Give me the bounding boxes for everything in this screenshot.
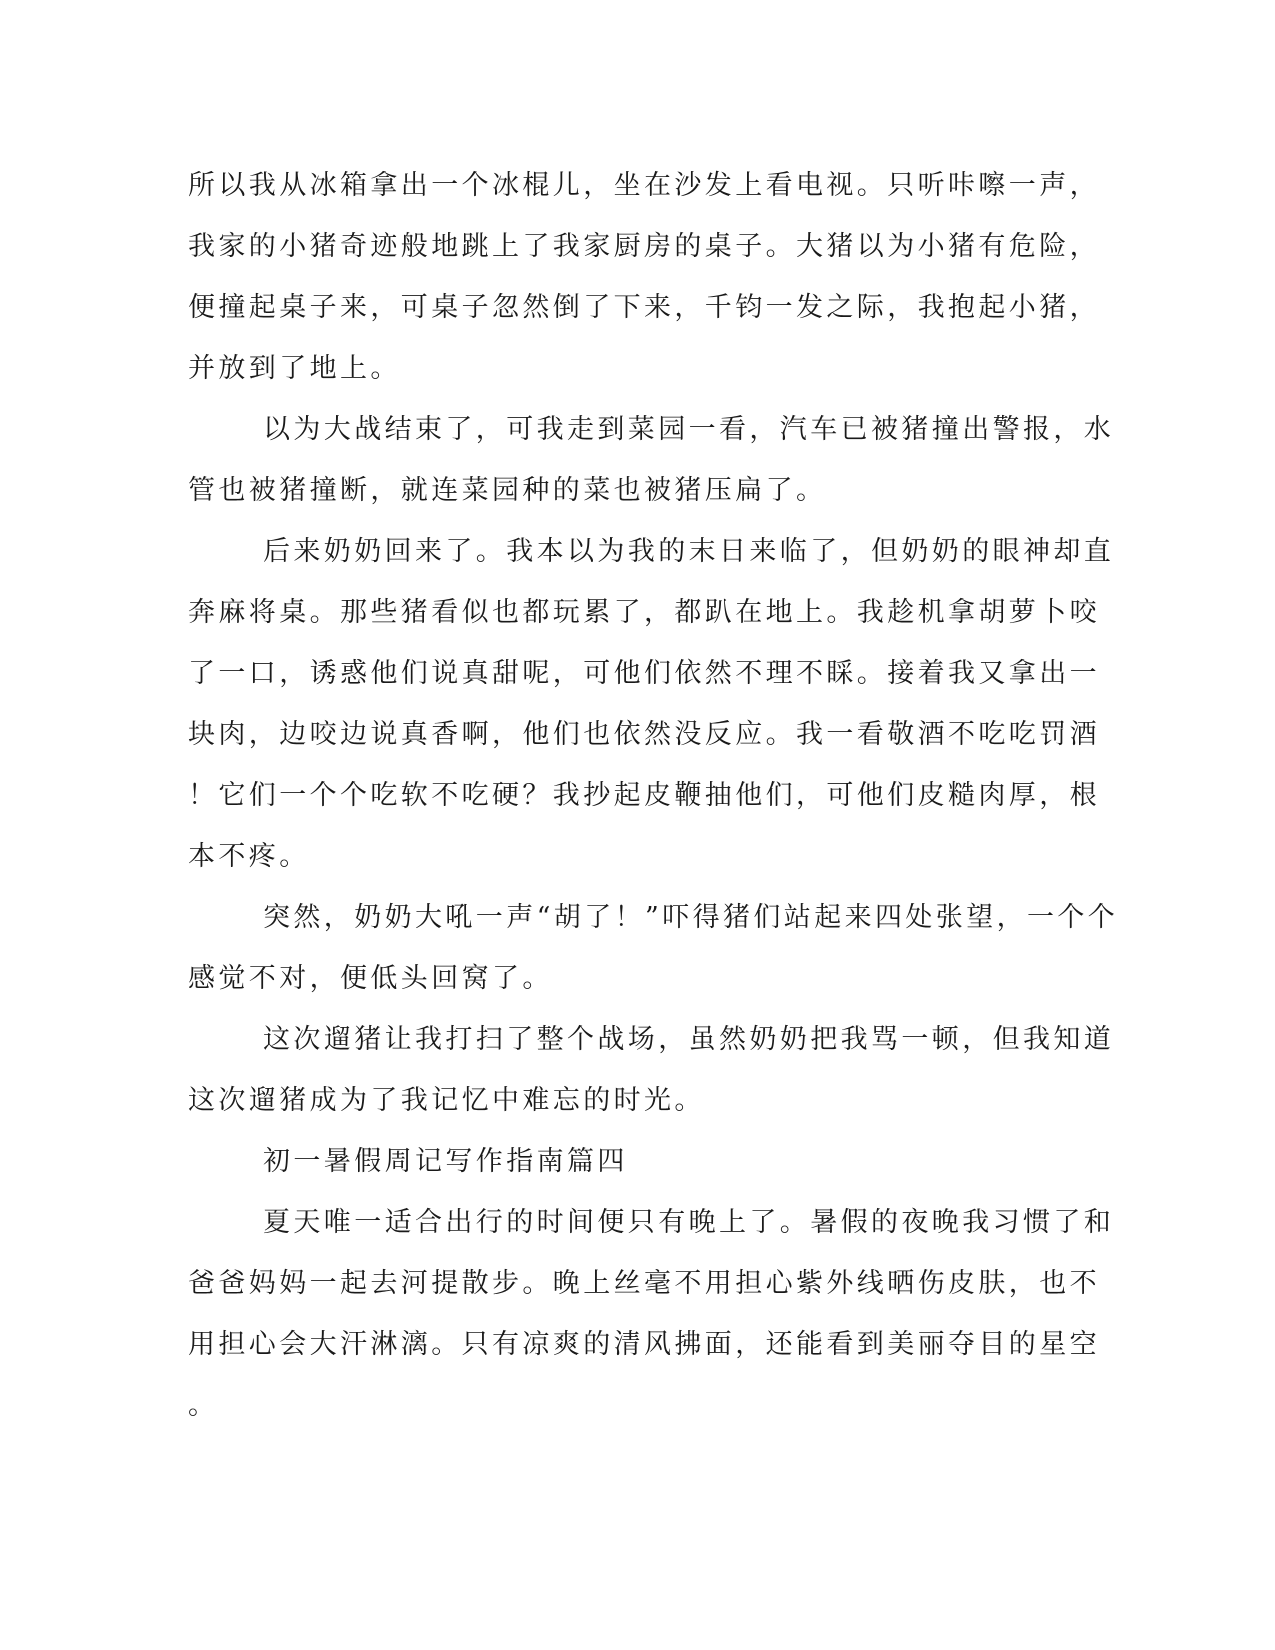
text-line: 。 — [188, 1390, 219, 1421]
paragraph-start-line: 突然，奶奶大吼一声“胡了！”吓得猪们站起来四处张望，一个个 — [263, 902, 1119, 933]
paragraph-start-line: 夏天唯一适合出行的时间便只有晚上了。暑假的夜晚我习惯了和 — [263, 1207, 1115, 1238]
text-line: 用担心会大汗淋漓。只有凉爽的清风拂面，还能看到美丽夺目的星空 — [188, 1329, 1100, 1360]
text-line: 了一口，诱惑他们说真甜呢，可他们依然不理不睬。接着我又拿出一 — [188, 658, 1100, 689]
paragraph-start-line: 后来奶奶回来了。我本以为我的末日来临了，但奶奶的眼神却直 — [263, 536, 1115, 567]
section-heading: 初一暑假周记写作指南篇四 — [263, 1146, 628, 1177]
text-line: ！它们一个个吃软不吃硬？我抄起皮鞭抽他们，可他们皮糙肉厚，根 — [188, 780, 1100, 811]
text-line: 块肉，边咬边说真香啊，他们也依然没反应。我一看敬酒不吃吃罚酒 — [188, 719, 1100, 750]
text-line: 感觉不对，便低头回窝了。 — [188, 963, 553, 994]
body-text — [188, 155, 1119, 1436]
text-line: 管也被猪撞断，就连菜园种的菜也被猪压扁了。 — [188, 475, 827, 506]
text-line: 这次遛猪成为了我记忆中难忘的时光。 — [188, 1085, 705, 1116]
text-line: 本不疼。 — [188, 841, 310, 872]
text-line: 奔麻将桌。那些猪看似也都玩累了，都趴在地上。我趁机拿胡萝卜咬 — [188, 597, 1100, 628]
paragraph-start-line: 以为大战结束了，可我走到菜园一看，汽车已被猪撞出警报，水 — [263, 414, 1115, 445]
text-line: 并放到了地上。 — [188, 353, 401, 384]
text-line: 爸爸妈妈一起去河提散步。晚上丝毫不用担心紫外线晒伤皮肤，也不 — [188, 1268, 1100, 1299]
paragraph-start-line: 这次遛猪让我打扫了整个战场，虽然奶奶把我骂一顿，但我知道 — [263, 1024, 1115, 1055]
text-line: 便撞起桌子来，可桌子忽然倒了下来，千钧一发之际，我抱起小猪， — [188, 292, 1100, 323]
text-line: 我家的小猪奇迹般地跳上了我家厨房的桌子。大猪以为小猪有危险， — [188, 231, 1100, 262]
text-line: 所以我从冰箱拿出一个冰棍儿，坐在沙发上看电视。只听咔嚓一声， — [188, 170, 1100, 201]
